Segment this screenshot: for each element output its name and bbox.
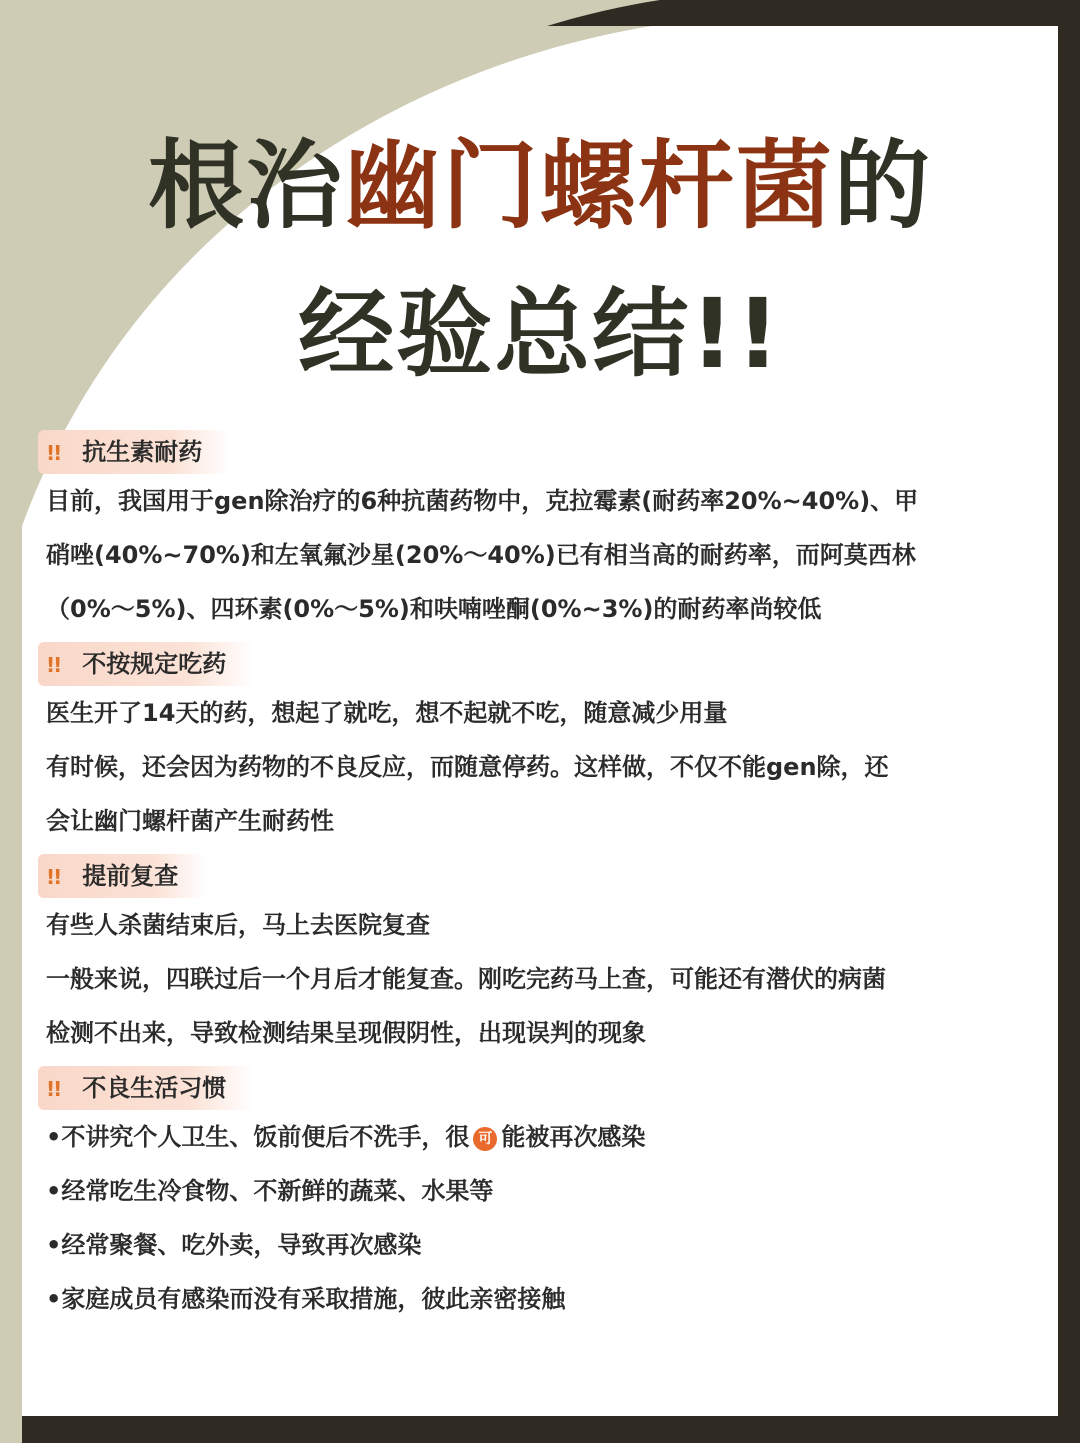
bullet-text: 能被再次感染 (501, 1123, 646, 1151)
section-heading (38, 854, 206, 898)
ke-badge-icon: 可 (473, 1127, 497, 1151)
section-heading (38, 430, 230, 474)
title-suffix: 的 (834, 130, 932, 242)
paragraph-line: 有些人杀菌结束后，马上去医院复查 (46, 911, 430, 939)
page-title-line-2: 经验总结!! (298, 278, 782, 390)
page-title-line-1 (22, 126, 1058, 246)
section-early-recheck (46, 852, 1046, 1060)
bullet-item: •家庭成员有感染而没有采取措施，彼此亲密接触 (46, 1285, 566, 1313)
exclamation-icon: !! (46, 653, 61, 677)
bullet-item (46, 1110, 1046, 1164)
section-bad-habits (46, 1064, 1046, 1326)
section-antibiotic-resistance (46, 406, 1046, 636)
article-content (46, 406, 1046, 1330)
section-heading-text: 不良生活习惯 (82, 1074, 227, 1102)
paragraph-line: （0%～5%)、四环素(0%～5%)和呋喃唑酮(0%~3%)的耐药率尚较低 (46, 595, 822, 623)
paragraph-line: 会让幽门螺杆菌产生耐药性 (46, 807, 334, 835)
paragraph-line: 检测不出来，导致检测结果呈现假阴性，出现误判的现象 (46, 1019, 646, 1047)
section-irregular-medication (46, 640, 1046, 848)
section-heading-text: 提前复查 (82, 862, 179, 890)
paragraph-line: 医生开了14天的药，想起了就吃，想不起就不吃，随意减少用量 (46, 699, 728, 727)
exclamation-icon: !! (46, 441, 61, 465)
exclamation-icon: !! (46, 865, 61, 889)
title-highlight: 幽门螺杆菌 (344, 130, 834, 242)
section-heading (38, 1066, 254, 1110)
section-heading-text: 不按规定吃药 (82, 650, 227, 678)
exclamation-icon: !! (46, 1077, 61, 1101)
content-card (22, 26, 1058, 1416)
title-prefix: 根治 (148, 130, 344, 242)
bullet-text: •不讲究个人卫生、饭前便后不洗手，很 (46, 1123, 470, 1151)
section-heading-text: 抗生素耐药 (82, 438, 203, 466)
paragraph-line: 一般来说，四联过后一个月后才能复查。刚吃完药马上查，可能还有潜伏的病菌 (46, 965, 886, 993)
paragraph-line: 硝唑(40%~70%)和左氧氟沙星(20%～40%)已有相当高的耐药率，而阿莫西林 (46, 541, 916, 569)
paragraph-line: 目前，我国用于gen除治疗的6种抗菌药物中，克拉霉素(耐药率20%~40%)、甲 (46, 487, 919, 515)
section-heading (38, 642, 254, 686)
bullet-item: •经常聚餐、吃外卖，导致再次感染 (46, 1231, 422, 1259)
paragraph-line: 有时候，还会因为药物的不良反应，而随意停药。这样做，不仅不能gen除，还 (46, 753, 889, 781)
bullet-item: •经常吃生冷食物、不新鲜的蔬菜、水果等 (46, 1177, 494, 1205)
